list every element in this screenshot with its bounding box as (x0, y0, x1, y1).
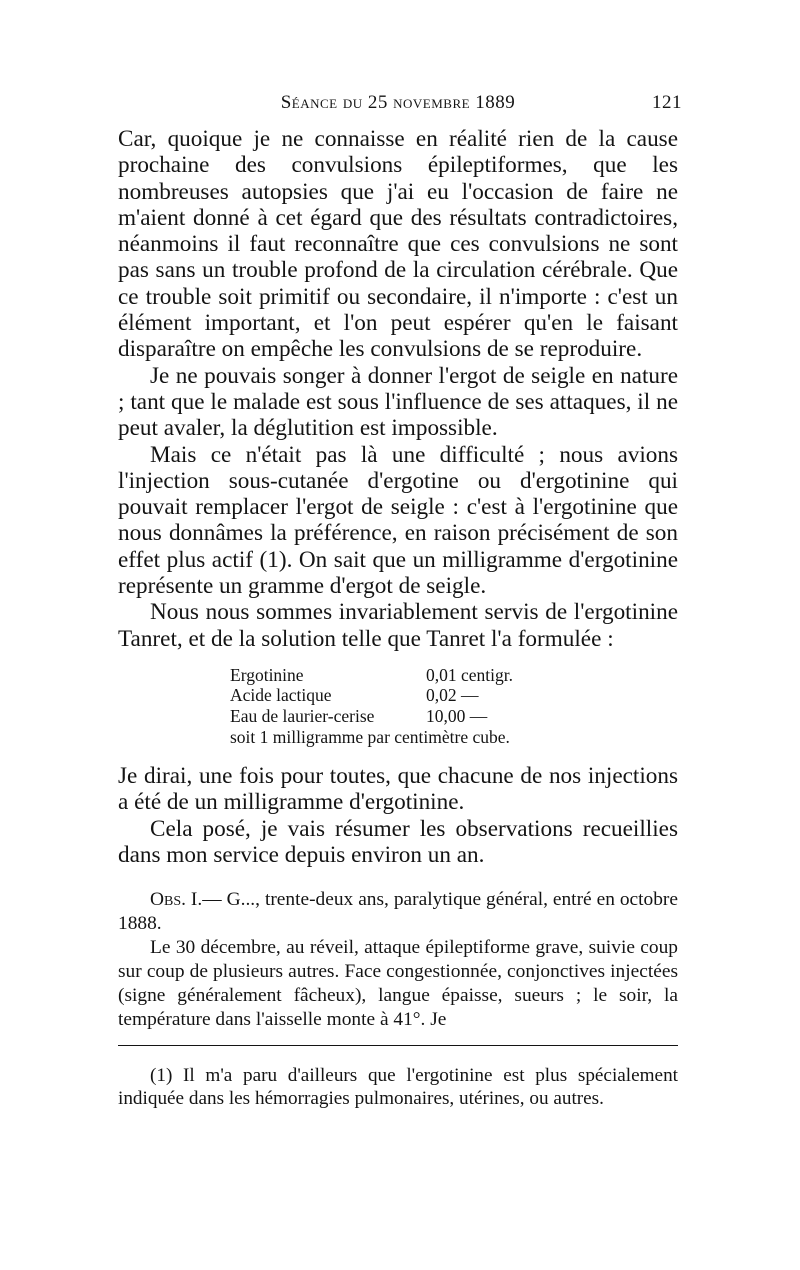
paragraph: Nous nous sommes invariablement servis de l'ergotinine Tanret, et de la solution telle que Tanret l'a formulée : (118, 599, 678, 652)
formula-row (230, 706, 513, 727)
document-page (118, 92, 682, 1110)
formula-table (230, 665, 513, 727)
main-text (118, 126, 678, 652)
formula-row (230, 665, 513, 686)
ingredient-quantity: 0,01 centigr. (426, 664, 513, 685)
main-text-continued (118, 763, 678, 868)
observation-heading (118, 888, 678, 936)
paragraph: Je dirai, une fois pour toutes, que chacune de nos injections a été de un milligramme d'ergotinine. (118, 762, 678, 816)
observation-paragraph: Le 30 décembre, au réveil, attaque épileptiforme grave, suivie coup sur coup de plusieurs autres. Face congestionnée, conjonctives injectées (signe généralement fâcheux), langue épaisse, sueurs ; le soir, la température dans l'aisselle monte à 41°. Je (118, 937, 678, 1031)
ingredient-name: Eau de laurier-cerise (230, 705, 375, 726)
paragraph: Je ne pouvais songer à donner l'ergot de seigle en nature ; tant que le malade est sous l'influence de ses attaques, il ne peut avaler, la déglutition est impossible. (118, 362, 678, 442)
footnote-divider (118, 1045, 678, 1046)
footnote: (1) Il m'a paru d'ailleurs que l'ergotinine est plus spécialement indiquée dans les hémorragies pulmonaires, utérines, ou autres. (118, 1065, 678, 1110)
observation-intro: — G..., trente-deux ans, paralytique général, entré en octobre 1888. (118, 889, 678, 935)
observation-block (118, 888, 678, 1032)
paragraph: Car, quoique je ne connaisse en réalité rien de la cause prochaine des convulsions épileptiformes, que les nombreuses autopsies que j'ai eu l'occasion de faire ne m'aient donné à cet égard que des résultats contradictoires, néanmoins il faut reconnaître que ces convulsions ne sont pas sans un trouble profond de la circulation cérébrale. Que ce trouble soit primitif ou secondaire, il n'importe : c'est un élément important, et l'on peut espérer qu'en le faisant disparaître on empêche les convulsions de se reproduire. (118, 126, 678, 363)
running-title: Séance du 25 novembre 1889 (280, 92, 516, 113)
formula-note: soit 1 milligramme par centimètre cube. (230, 727, 510, 748)
running-head (118, 92, 682, 122)
ingredient-name: Ergotinine (230, 664, 304, 685)
formula-row (230, 685, 513, 706)
observation-label: Obs. I. (150, 889, 203, 911)
page-number: 121 (652, 92, 682, 113)
formula-block (230, 665, 678, 748)
ingredient-quantity: 0,02 — (426, 685, 479, 706)
paragraph: Cela posé, je vais résumer les observations recueillies dans mon service depuis environ un an. (118, 815, 678, 868)
ingredient-quantity: 10,00 — (426, 705, 488, 726)
ingredient-name: Acide lactique (230, 685, 332, 706)
paragraph: Mais ce n'était pas là une difficulté ; nous avions l'injection sous-cutanée d'ergotine ou d'ergotinine qui pouvait remplacer l'ergot de seigle : c'est à l'ergotinine que nous donnâmes la préférence, en raison précisément de son effet plus actif (1). On sait que un milligramme d'ergotinine représente un gramme d'ergot de seigle. (118, 441, 678, 600)
